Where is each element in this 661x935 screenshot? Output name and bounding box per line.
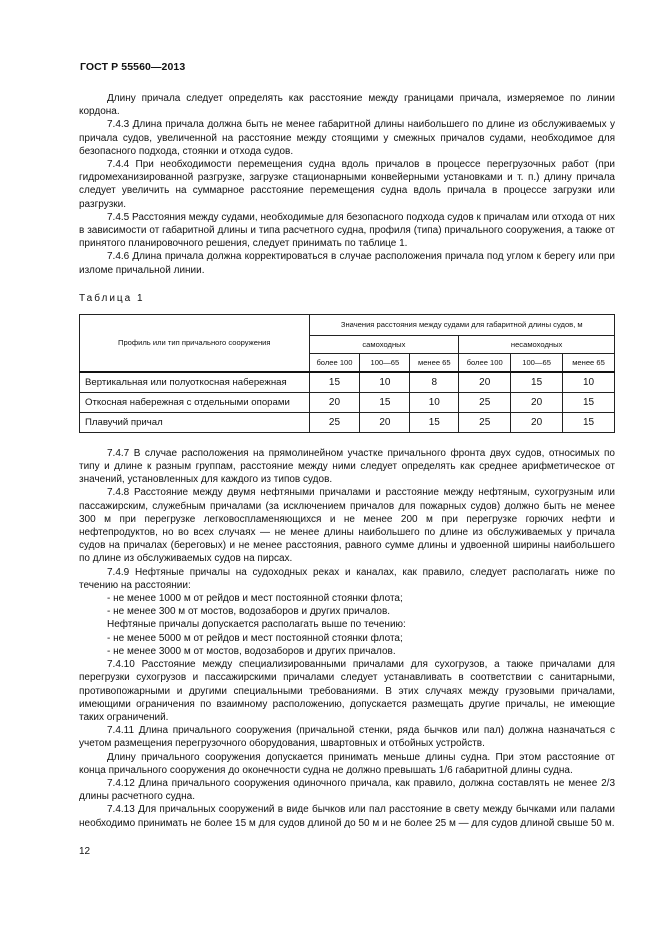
table-row <box>80 412 615 432</box>
table-cell: 20 <box>511 392 563 412</box>
table-cell: 15 <box>410 412 459 432</box>
paragraph: 7.4.12 Длина причального сооружения одиночного причала, как правило, должна составлять не менее 2/3 длины расчетного судна. <box>79 777 615 803</box>
paragraph: 7.4.13 Для причальных сооружений в виде бычков или пал расстояние в свету между бычками или палами необходимо принимать не более 15 м для судов длиной до 50 м и не более 25 м — для судов длиной свыше 50 м. <box>79 804 615 829</box>
row-label: Откосная набережная с отдельными опорами <box>80 392 310 412</box>
table-cell: 8 <box>410 372 459 393</box>
paragraph: 7.4.10 Расстояние между специализированными причалами для сухогрузов, а также причалами для перегрузки сухогрузов и пассажирскими причалами следует устанавливать в соответствии с санитарными, противопожарными и другими специальными требованиями. В этих случаях между грузовыми причалами, имеющими ограничения по взаимному расположению, допускается размещать другие причалы, не имеющие таких ограничений. <box>79 659 615 723</box>
table-cell: 25 <box>309 412 360 432</box>
table-cell: 15 <box>309 372 360 393</box>
paragraph: 7.4.5 Расстояния между судами, необходимые для безопасного подхода судов к причалам или отхода от них в зависимости от габаритной длины и типа расчетного судна, профиля (типа) причального сооружения, а также от принятого планировочного решения, следует принимать по таблице 1. <box>79 211 615 250</box>
document-body <box>79 92 615 830</box>
table-cell: 10 <box>563 372 615 393</box>
table-cell: 20 <box>459 372 511 393</box>
table-cell: 25 <box>459 392 511 412</box>
subheader: более 100 <box>459 353 511 372</box>
subheader: 100—65 <box>511 353 563 372</box>
distance-table <box>79 314 615 433</box>
table-cell: 10 <box>410 392 459 412</box>
table-cell: 20 <box>360 412 410 432</box>
table-caption: Таблица 1 <box>79 292 145 304</box>
table-cell: 25 <box>459 412 511 432</box>
paragraph: Длину причала следует определять как расстояние между границами причала, измеряемое по линии кордона. <box>79 93 615 118</box>
list-item: - не менее 300 м от мостов, водозаборов и других причалов. <box>107 606 391 618</box>
body-continued <box>79 447 615 830</box>
table-cell: 10 <box>360 372 410 393</box>
list-item: - не менее 3000 м от мостов, водозаборов и других причалов. <box>107 645 396 657</box>
table-cell: 15 <box>563 392 615 412</box>
row-label: Плавучий причал <box>80 412 310 432</box>
paragraph: 7.4.3 Длина причала должна быть не менее габаритной длины наибольшего по длине из обслуживаемых у причала судов, увеличенной на расстояние между стоящими у смежных причалов судами, необходимое для безопасного подхода, стоянки и отхода судов. <box>79 119 615 157</box>
list-item: - не менее 1000 м от рейдов и мест постоянной стоянки флота; <box>107 593 403 605</box>
table-cell: 15 <box>511 372 563 393</box>
values-header: Значения расстояния между судами для габаритной длины судов, м <box>309 314 614 335</box>
paragraph: 7.4.9 Нефтяные причалы на судоходных реках и каналах, как правило, следует располагать ниже по течению на расстоянии: <box>79 566 615 591</box>
paragraph: Длину причального сооружения допускается принимать меньше длины судна. При этом расстояние от конца причального сооружения до оконечности судна не должно превышать 1/6 габаритной длины судна. <box>79 751 615 776</box>
paragraph: 7.4.4 При необходимости перемещения судна вдоль причалов в процессе перегрузочных работ (при гидромеханизированной разгрузке, загрузке стационарными конвейерными установками и т. п.) длину причала следует увеличить на суммарное расстояние перемещения судна вдоль причала в процессе загрузки или разгрузки. <box>79 159 615 210</box>
paragraph: 7.4.6 Длина причала должна корректироваться в случае расположения причала под углом к берегу или при изломе причальной линии. <box>79 251 615 276</box>
paragraph: 7.4.8 Расстояние между двумя нефтяными причалами и расстояние между нефтяным, сухогрузным или пассажирским, служебным причалами (за исключением причалов для пожарных судов) должно быть не менее 300 м при перегрузке легковоспламеняющихся и не менее 200 м при перегрузке горючих нефти и нефтепродуктов, но во всех случаях — не менее длины наибольшего по длине из обслуживаемых у причала судов на причалах (береговых) и не менее расстояния, равного сумме длины и удвоенной ширины наибольшего по длине из обслуживаемых судов на пирсах. <box>79 487 615 565</box>
table-cell: 20 <box>309 392 360 412</box>
table-cell: 15 <box>563 412 615 432</box>
group-header-nonself: несамоходных <box>459 335 615 353</box>
subheader: 100—65 <box>360 353 410 372</box>
group-header-self: самоходных <box>309 335 459 353</box>
paragraph: 7.4.7 В случае расположения на прямолинейном участке причального фронта двух судов, относимых по типу и длине к разным группам, расстояние между ними следует определять как среднее арифметическое от значений, установленных для каждого из типов судов. <box>79 447 615 486</box>
subheader: менее 65 <box>563 353 615 372</box>
table-row <box>80 392 615 412</box>
profile-header: Профиль или тип причального сооружения <box>80 314 310 372</box>
paragraph: Нефтяные причалы допускается располагать выше по течению: <box>107 619 406 631</box>
list-item: - не менее 5000 м от рейдов и мест постоянной стоянки флота; <box>107 632 403 644</box>
subheader: более 100 <box>309 353 360 372</box>
row-label: Вертикальная или полуоткосная набережная <box>80 372 310 393</box>
table-row <box>80 372 615 393</box>
table-cell: 15 <box>360 392 410 412</box>
table-cell: 20 <box>511 412 563 432</box>
subheader: менее 65 <box>410 353 459 372</box>
page-number: 12 <box>79 846 91 857</box>
document-header: ГОСТ Р 55560—2013 <box>80 61 186 73</box>
paragraph: 7.4.11 Длина причального сооружения (причальной стенки, ряда бычков или пал) должна назначаться с учетом размещения перегрузочного оборудования, швартовных и отбойных устройств. <box>79 725 615 750</box>
